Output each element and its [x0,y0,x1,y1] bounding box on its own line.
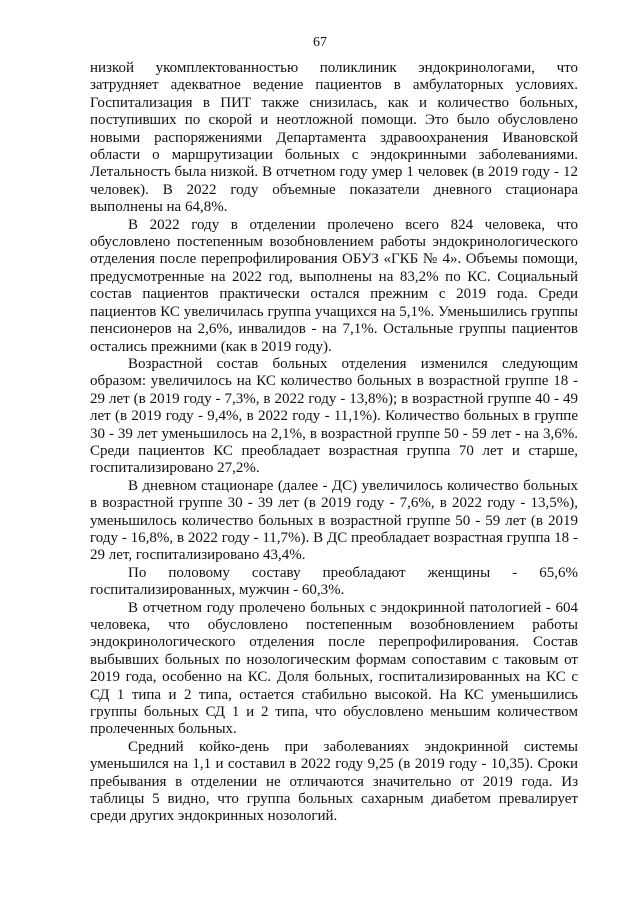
document-body [90,60,578,826]
paragraph-7: Средний койко-день при заболеваниях эндокринной системы уменьшился на 1,1 и составил в 2022 году 9,25 (в 2019 году - 10,35). Сроки пребывания в отделении не отличаются значительно от 2019 года. Из таблицы 5 видно, что группа больных сахарным диабетом превалирует среди других эндокринных нозологий. [90,738,578,825]
paragraph-6: В отчетном году пролечено больных с эндокринной патологией - 604 человека, что обусловлено постепенным возобновлением работы эндокринологического отделения после перепрофилирования. Состав выбывших больных по нозологическим формам сопоставим с таковым от 2019 года, особенно на КС. Доля больных, госпитализированных на КС с СД 1 типа и 2 типа, остается стабильно высокой. На КС уменьшились группы больных СД 1 и 2 типа, что обусловлено меньшим количеством пролеченных больных. [90,599,578,738]
paragraph-1: низкой укомплектованностью поликлиник эндокринологами, что затрудняет адекватное ведение пациентов в амбулаторных условиях. Госпитализация в ПИТ также снизилась, как и количество больных, поступивших по скорой и неотложной помощи. Это было обусловлено новыми распоряжениями Департамента здравоохранения Ивановской области о маршрутизации больных с эндокринными заболеваниями. Летальность была низкой. В отчетном году умер 1 человек (в 2019 году - 12 человек). В 2022 году объемные показатели дневного стационара выполнены на 64,8%. [90,60,578,216]
page-number: 67 [313,35,327,50]
paragraph-5: По половому составу преобладают женщины - 65,6% госпитализированных, мужчин - 60,3%. [90,564,578,599]
paragraph-3: Возрастной состав больных отделения изменился следующим образом: увеличилось на КС количество больных в возрастной группе 18 - 29 лет (в 2019 году - 7,3%, в 2022 году - 13,8%); в возрастной группе 40 - 49 лет (в 2019 году - 9,4%, в 2022 году - 11,1%). Количество больных в группе 30 - 39 лет уменьшилось на 2,1%, в возрастной группе 50 - 59 лет - на 3,6%. Среди пациентов КС преобладает возрастная группа 70 лет и старше, госпитализировано 27,2%. [90,355,578,477]
paragraph-4: В дневном стационаре (далее - ДС) увеличилось количество больных в возрастной группе 30 - 39 лет (в 2019 году - 7,6%, в 2022 году - 13,5%), уменьшилось количество больных в возрастной группе 50 - 59 лет (в 2019 году - 16,8%, в 2022 году - 11,7%). В ДС преобладает возрастная группа 18 - 29 лет, госпитализировано 43,4%. [90,477,578,564]
paragraph-2: В 2022 году в отделении пролечено всего 824 человека, что обусловлено постепенным возобновлением работы эндокринологического отделения после перепрофилирования ОБУЗ «ГКБ № 4». Объемы помощи, предусмотренные на 2022 год, выполнены на 83,2% по КС. Социальный состав пациентов практически остался прежним с 2019 года. Среди пациентов КС увеличилась группа учащихся на 5,1%. Уменьшились группы пенсионеров на 2,6%, инвалидов - на 7,1%. Остальные группы пациентов остались прежними (как в 2019 году). [90,216,578,355]
